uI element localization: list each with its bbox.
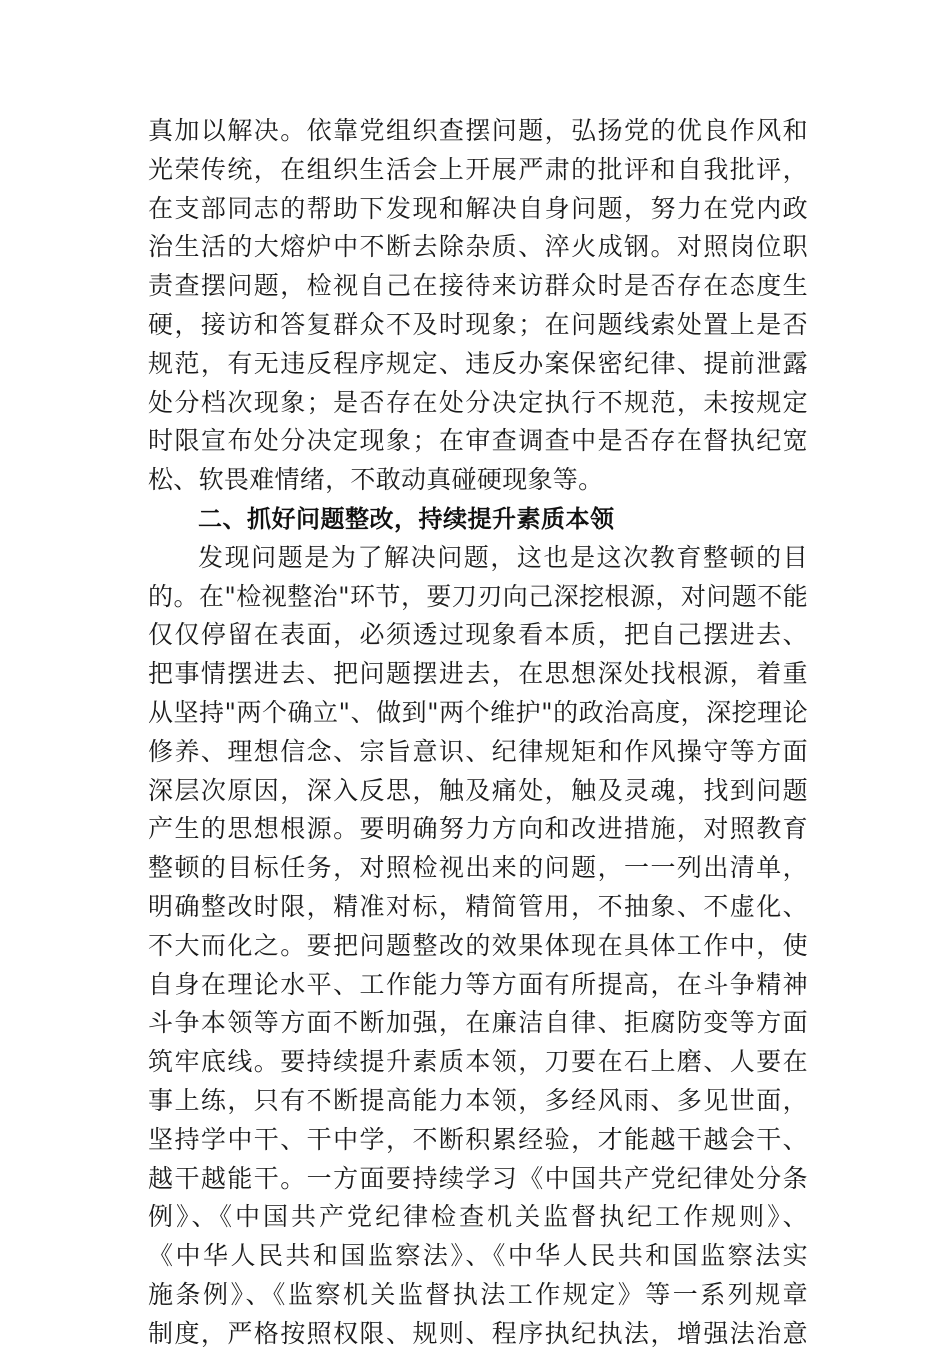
text-line: 的。在"检视整治"环节，要刀刃向己深挖根源，对问题不能 [148, 581, 808, 611]
text-line: 在支部同志的帮助下发现和解决自身问题，努力在党内政 [148, 193, 808, 223]
paragraph-2 [148, 539, 808, 1354]
text-line: 治生活的大熔炉中不断去除杂质、淬火成钢。对照岗位职 [148, 232, 808, 262]
text-line: 事上练，只有不断提高能力本领，多经风雨、多见世面， [148, 1085, 808, 1115]
text-line: 责查摆问题，检视自己在接待来访群众时是否存在态度生 [148, 271, 808, 301]
text-line: 发现问题是为了解决问题，这也是这次教育整顿的目 [198, 542, 808, 572]
document-body [148, 112, 808, 1354]
text-line: 筑牢底线。要持续提升素质本领，刀要在石上磨、人要在 [148, 1047, 808, 1077]
text-line: 硬，接访和答复群众不及时现象；在问题线索处置上是否 [148, 309, 808, 339]
text-line: 处分档次现象；是否存在处分决定执行不规范，未按规定 [148, 387, 808, 417]
text-line: 制度，严格按照权限、规则、程序执纪执法，增强法治意 [148, 1318, 808, 1348]
text-line: 真加以解决。依靠党组织查摆问题，弘扬党的优良作风和 [148, 116, 808, 145]
text-line: 例》、《中国共产党纪律检查机关监督执纪工作规则》、 [148, 1202, 808, 1232]
text-line: 《中华人民共和国监察法》、《中华人民共和国监察法实 [148, 1241, 808, 1271]
text-line: 施条例》、《监察机关监督执法工作规定》等一系列规章 [148, 1279, 808, 1309]
text-line: 不大而化之。要把问题整改的效果体现在具体工作中，使 [148, 930, 808, 960]
text-line: 坚持学中干、干中学，不断积累经验，才能越干越会干、 [148, 1124, 808, 1154]
text-line: 修养、理想信念、宗旨意识、纪律规矩和作风操守等方面 [148, 736, 808, 766]
text-line: 斗争本领等方面不断加强，在廉洁自律、拒腐防变等方面 [148, 1008, 808, 1038]
text-line: 把事情摆进去、把问题摆进去，在思想深处找根源，着重 [148, 659, 808, 689]
text-line: 整顿的目标任务，对照检视出来的问题，一一列出清单， [148, 853, 808, 883]
text-line: 越干越能干。一方面要持续学习《中国共产党纪律处分条 [148, 1163, 808, 1193]
text-line: 从坚持"两个确立"、做到"两个维护"的政治高度，深挖理论 [148, 697, 808, 727]
section-heading: 二、抓好问题整改，持续提升素质本领 [198, 504, 615, 533]
text-line: 松、软畏难情绪，不敢动真碰硬现象等。 [148, 465, 604, 495]
text-line: 光荣传统，在组织生活会上开展严肃的批评和自我批评， [148, 154, 808, 184]
paragraph-1 [148, 112, 808, 500]
text-line: 时限宣布处分决定现象；在审查调查中是否存在督执纪宽 [148, 426, 808, 456]
text-line: 明确整改时限，精准对标，精简管用，不抽象、不虚化、 [148, 891, 808, 921]
text-line: 深层次原因，深入反思，触及痛处，触及灵魂，找到问题 [148, 775, 808, 805]
text-line: 规范，有无违反程序规定、违反办案保密纪律、提前泄露 [148, 348, 808, 378]
text-line: 仅仅停留在表面，必须透过现象看本质，把自己摆进去、 [148, 620, 808, 650]
text-line: 产生的思想根源。要明确努力方向和改进措施，对照教育 [148, 814, 808, 844]
text-line: 自身在理论水平、工作能力等方面有所提高，在斗争精神 [148, 969, 808, 999]
